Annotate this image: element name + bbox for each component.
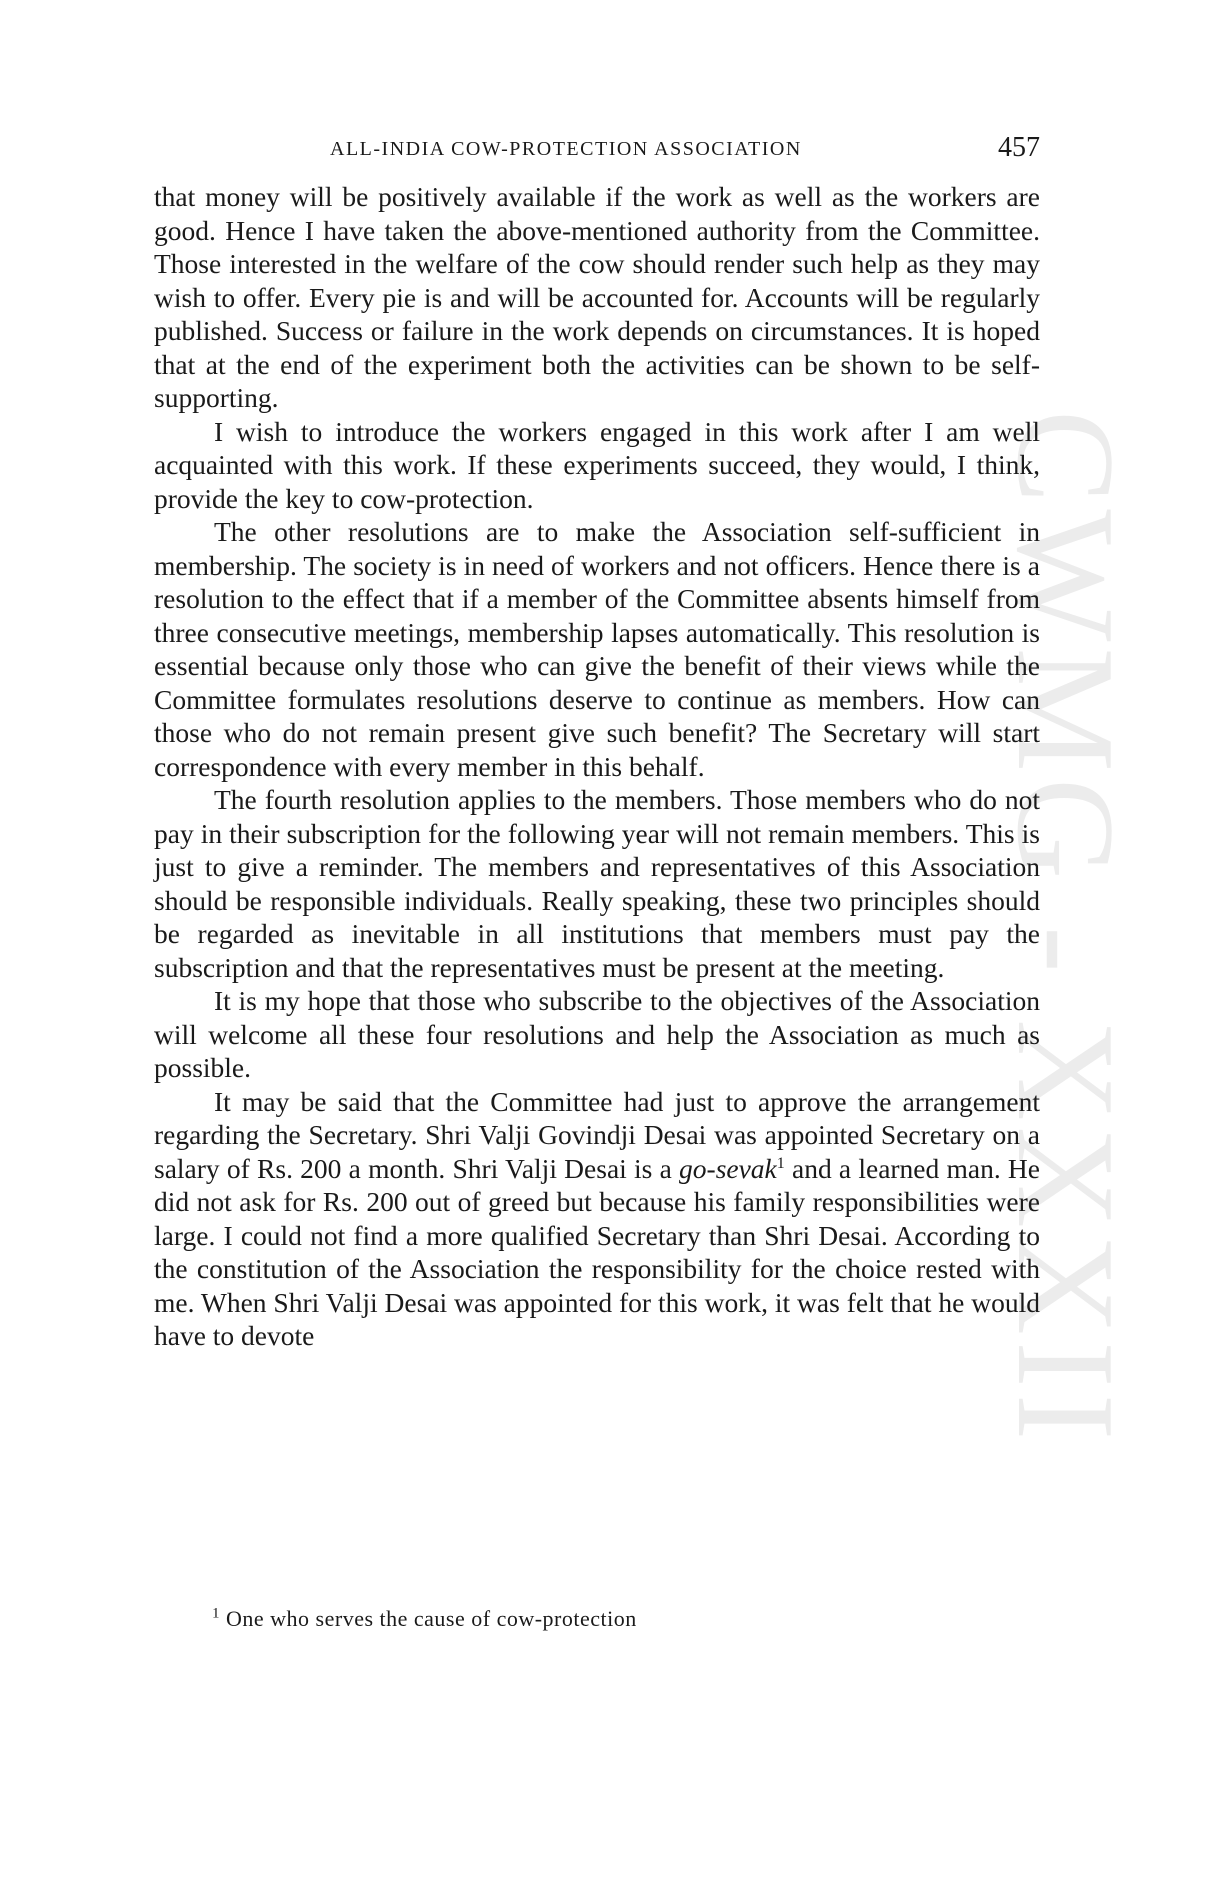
- paragraph-5: It is my hope that those who subscribe to the objectives of the Association will welcome all these four resolutions and help the Association as much as possible.: [154, 985, 1040, 1083]
- footnote: [212, 1606, 637, 1632]
- footnote-reference: 1: [776, 1154, 785, 1172]
- footnote-text: One who serves the cause of cow-protection: [226, 1606, 637, 1631]
- term-go-sevak: go-sevak: [679, 1152, 777, 1184]
- paragraph-6: [154, 1085, 1040, 1353]
- paragraph-1: that money will be positively available if the work as well as the workers are good. Hence I have taken the above-mentioned authority from the Committee. Those interested in the welfare of the cow should render such help as they may wish to offer. Every pie is and will be accounted for. Accounts will be regularly published. Success or failure in the work depends on circumstances. It is hoped that at the end of the experiment both the activities can be shown to be self-supporting.: [154, 181, 1040, 413]
- page-number: 457: [998, 132, 1040, 163]
- paragraph-6-text-start: It may be said that the Committee had just to approve the arrangement regarding the Secretary. Shri Valji Govindji Desai was appointed Secretary on a salary of Rs. 200 a month. Shri Valji Desai is a: [154, 1085, 1040, 1184]
- running-header: [154, 128, 1040, 168]
- paragraph-4: The fourth resolution applies to the members. Those members who do not pay in their subscription for the following year will not remain members. This is just to give a reminder. The members and representatives of this Association should be responsible individuals. Really speaking, these two principles should be regarded as inevitable in all institutions that members must pay the subscription and that the representatives must be present at the meeting.: [154, 784, 1040, 983]
- watermark-text: CWMG - XXXII: [988, 410, 1143, 1447]
- paragraph-2: I wish to introduce the workers engaged in this work after I am well acquainted with this work. If these experiments succeed, they would, I think, provide the key to cow-protection.: [154, 415, 1040, 514]
- footnote-marker: 1: [212, 1605, 220, 1622]
- running-title: ALL-INDIA COW-PROTECTION ASSOCIATION: [330, 138, 802, 160]
- body-text: [154, 180, 1040, 1353]
- paragraph-6-text-end: and a learned man. He did not ask for Rs. 200 out of greed but because his family responsibilities were large. I could not find a more qualified Secretary than Shri Desai. According to the constitution of the Association the responsibility for the choice rested with me. When Shri Valji Desai was appointed for this work, it was felt that he would have to devote: [154, 1152, 1041, 1351]
- paragraph-3: The other resolutions are to make the Association self-sufficient in membership. The society is in need of workers and not officers. Hence there is a resolution to the effect that if a member of the Committee absents himself from three consecutive meetings, membership lapses automatically. This resolution is essential because only those who can give the benefit of their views while the Committee formulates resolutions deserve to continue as members. How can those who do not remain present give such benefit? The Secretary will start correspondence with every member in this behalf.: [154, 516, 1040, 782]
